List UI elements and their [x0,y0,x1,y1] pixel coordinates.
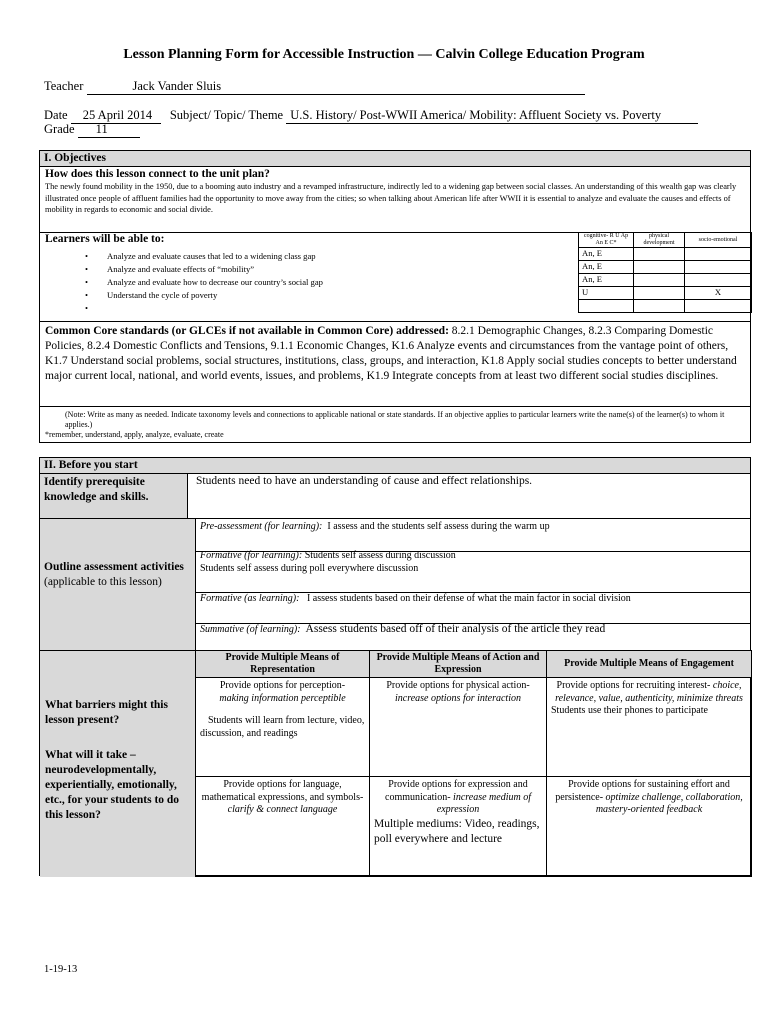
unit-question: How does this lesson connect to the unit plan? [45,168,270,180]
page-title: Lesson Planning Form for Accessible Instruction — Calvin College Education Program [123,47,645,62]
rep1-hint: making information perceptible [219,692,346,704]
rep1-prompt: Provide options for perception- [219,680,346,691]
udl-header-representation: Provide Multiple Means of Representation [196,651,370,678]
prereq-label: Identify prerequisite knowledge and skills. [40,474,188,518]
cog-cell[interactable]: U [579,287,634,300]
standards-heading: Common Core standards (or GLCEs if not available in Common Core) addressed: [45,325,449,337]
unit-connection [40,167,750,233]
teacher-label: Teacher [44,79,84,93]
objective-item[interactable]: • Analyze and evaluate effects of “mobility” [85,263,605,276]
learners-block [40,233,750,322]
take-question: What will it take – neurodevelopmentally, experientially, emotionally, etc., for your students to do this lesson? [45,749,180,821]
eng1-answer: Students use their phones to participate [551,705,708,716]
col-socio: socio-emotional [685,233,752,248]
footer-date: 1-19-13 [44,964,78,975]
rep1-answer: Students will learn from lecture, video, discussion, and readings [200,715,365,739]
before-heading: II. Before you start [40,458,750,474]
taxonomy-table [578,232,752,313]
eng2-hint: optimize challenge, collaboration, mastery-oriented feedback [595,791,743,815]
barriers-question: What barriers might this lesson present? [45,699,168,726]
teacher-line [44,79,585,95]
objectives-note [40,407,750,440]
rep2-prompt: Provide options for language, mathematical expressions, and symbols- [201,779,364,803]
learners-heading: Learners will be able to: [45,233,165,245]
socio-cell[interactable] [685,248,752,261]
col-cognitive: cognitive- R U Ap An E C* [579,233,634,248]
col-physical: physical development [634,233,685,248]
udl-header-engagement: Provide Multiple Means of Engagement [547,651,752,678]
act2-prompt: Provide options for expression and communication- [385,779,528,803]
eng2-prompt: Provide options for sustaining effort and persistence- [555,779,730,803]
teacher-field[interactable]: Jack Vander Sluis [87,79,585,95]
eng1-hint: choice, relevance, value, authenticity, minimize threats [555,680,743,704]
subject-label: Subject/ Topic/ Theme [169,108,284,122]
representation-cell-2[interactable] [196,777,370,877]
phys-cell[interactable] [634,248,685,261]
barriers-label-cell [40,651,196,877]
formative-as-text: I assess students based on their defense of what the main factor in social division [306,593,631,604]
objective-list [40,250,605,302]
cog-cell[interactable]: An, E [579,274,634,287]
formative-for-text: Students self assess during discussion [304,550,456,561]
grade-field[interactable]: 11 [78,122,140,138]
objectives-heading: I. Objectives [40,151,750,167]
act1-hint: increase options for interaction [394,692,521,704]
socio-cell[interactable]: X [685,287,752,300]
socio-cell[interactable] [685,274,752,287]
act2-answer: Multiple mediums: Video, readings, poll everywhere and lecture [374,817,540,845]
prereq-answer[interactable]: Students need to have an understanding of cause and effect relationships. [196,475,533,487]
grade-label: Grade [44,122,75,136]
date-line [44,108,698,124]
representation-cell-1[interactable] [196,678,370,777]
engagement-cell-1[interactable] [547,678,752,777]
socio-cell[interactable] [685,261,752,274]
assessment-sublabel: (applicable to this lesson) [44,576,162,588]
objective-item[interactable]: • Analyze and evaluate causes that led to a widening class gap [85,250,605,263]
cog-cell[interactable]: An, E [579,261,634,274]
objectives-section [39,150,751,443]
preassessment-text: I assess and the students self assess during the warm up [327,521,550,532]
rep2-hint: clarify & connect language [227,804,338,815]
before-section [39,457,751,876]
grade-line [44,122,140,138]
phys-cell[interactable] [634,300,685,313]
action-cell-1[interactable] [370,678,547,777]
note-text: (Note: Write as many as needed. Indicate taxonomy levels and connections to applicable national or state standards. If an objective applies to particular learners write the name(s) of the learner(s) to whom it applies.) [65,410,725,429]
phys-cell[interactable] [634,274,685,287]
prereq-row [40,474,750,519]
unit-answer[interactable]: The newly found mobility in the 1950, due to a booming auto industry and a revamped infrastructure, indirectly led to a widening gap between social classes. An understanding of this wealth gap was clearly illustrated once people of affluent families had the opportunity to move away from the cities; so when talking about American life after WWII it is essential to analyze and evaluate the causes and effects of mobility in regards to economic and social divide. [45,182,737,214]
socio-cell[interactable] [685,300,752,313]
formative-for-label: Formative (for learning): [200,550,303,561]
subject-field[interactable]: U.S. History/ Post-WWII America/ Mobility: Affluent Society vs. Poverty [286,108,698,124]
standards-block [40,322,750,407]
summative-text: Assess students based off of their analysis of the article they read [305,623,606,635]
assessment-label-cell [40,519,196,650]
action-cell-2[interactable] [370,777,547,877]
act1-prompt: Provide options for physical action- [386,680,530,691]
udl-header-action: Provide Multiple Means of Action and Expression [370,651,547,678]
cog-cell[interactable] [579,300,634,313]
formative-for-text2: Students self assess during poll everywhere discussion [200,563,419,574]
date-field[interactable]: 25 April 2014 [71,108,161,124]
standards-text[interactable]: 8.2.1 Demographic Changes, 8.2.3 Comparing Domestic Policies, 8.2.4 Domestic Conflicts and Tensions, 9.1.1 Economic Changes, K1.6 Analyze events and circumstances from the vantage point of others, K1.7 Understand social problems, social structures, institutions, class, groups, and interaction, K1.8 Apply social studies concepts to better understand major current local, national, and world events, issues, and problems, K1.9 Integrate concepts from at least two different social studies disciplines. [45,325,737,382]
phys-cell[interactable] [634,261,685,274]
phys-cell[interactable] [634,287,685,300]
preassessment-label: Pre-assessment (for learning): [200,521,323,532]
objective-item[interactable]: • Understand the cycle of poverty [85,289,605,302]
taxonomy-footnote: *remember, understand, apply, analyze, evaluate, create [45,430,224,439]
barriers-row [40,651,750,877]
udl-table [195,650,752,877]
date-label: Date [44,108,68,122]
eng1-prompt: Provide options for recruiting interest- [556,680,711,691]
assessment-row [40,519,750,651]
act2-hint: increase medium of expression [436,791,531,815]
engagement-cell-2[interactable] [547,777,752,877]
cog-cell[interactable]: An, E [579,248,634,261]
objective-item[interactable]: • Analyze and evaluate how to decrease our country’s social gap [85,276,605,289]
summative-label: Summative (of learning): [200,624,301,635]
assessment-label: Outline assessment activities [44,561,184,573]
formative-as-label: Formative (as learning): [200,593,300,604]
formative-for[interactable] [196,548,750,593]
